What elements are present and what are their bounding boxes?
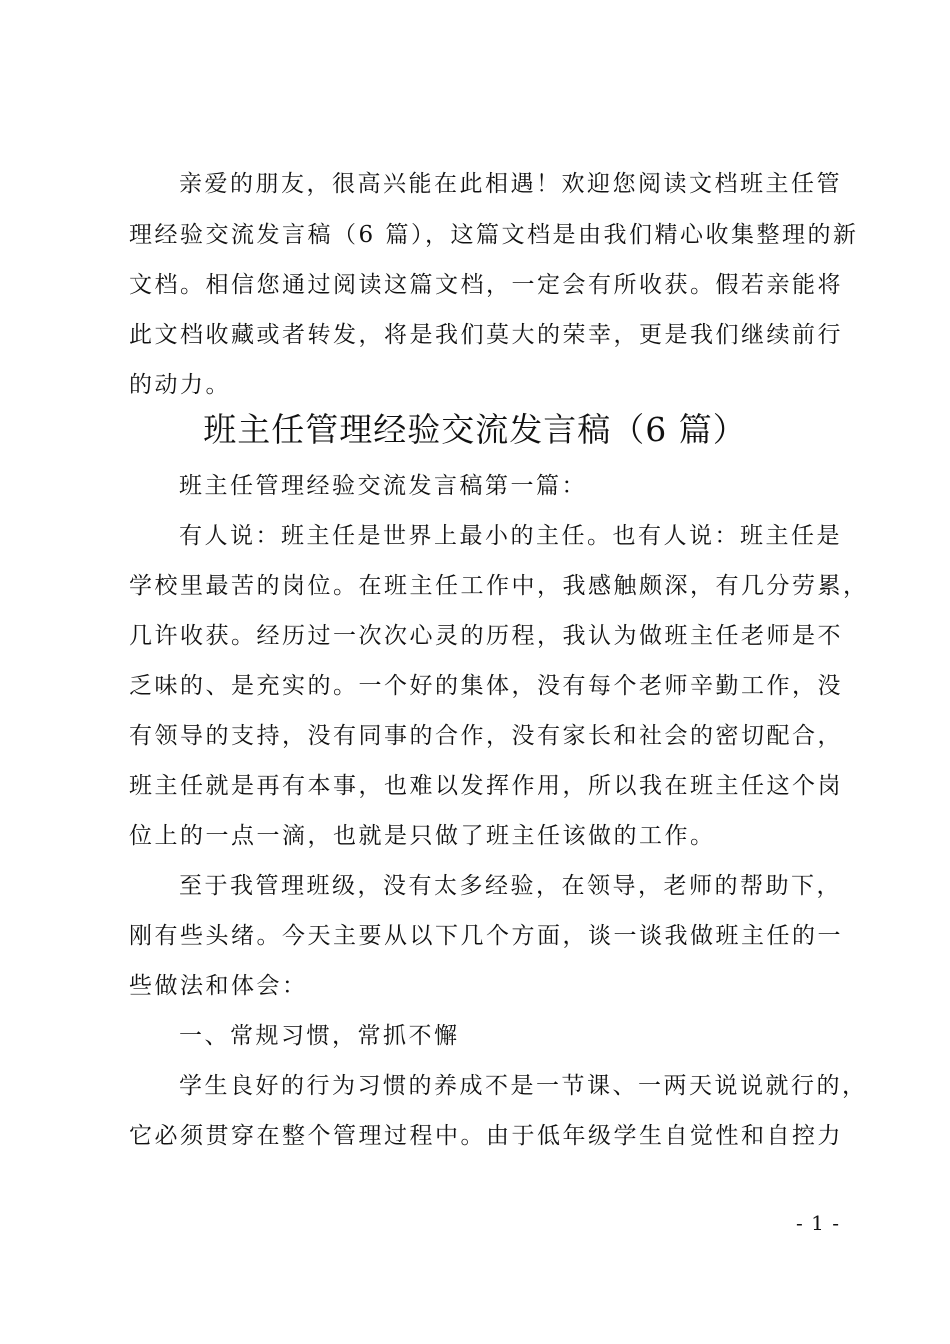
intro-line-4: 此文档收藏或者转发，将是我们莫大的荣幸，更是我们继续前行 — [129, 322, 843, 348]
paragraph2-line-2: 刚有些头绪。今天主要从以下几个方面，谈一谈我做班主任的一 — [129, 923, 843, 949]
intro-line-1: 亲爱的朋友，很高兴能在此相遇！欢迎您阅读文档班主任管 — [179, 171, 842, 197]
paragraph3-line-1: 学生良好的行为习惯的养成不是一节课、一两天说说就行的， — [179, 1073, 868, 1099]
section-heading: 班主任管理经验交流发言稿第一篇： — [179, 473, 587, 499]
paragraph2-line-3: 些做法和体会： — [129, 973, 308, 999]
paragraph1-line-4: 乏味的、是充实的。一个好的集体，没有每个老师辛勤工作，没 — [129, 673, 843, 699]
paragraph1-line-3: 几许收获。经历过一次次心灵的历程，我认为做班主任老师是不 — [129, 623, 843, 649]
intro-line-3: 文档。相信您通过阅读这篇文档，一定会有所收获。假若亲能将 — [129, 272, 843, 298]
intro-line-5: 的动力。 — [129, 372, 231, 398]
paragraph1-line-2: 学校里最苦的岗位。在班主任工作中，我感触颇深，有几分劳累， — [129, 573, 869, 599]
paragraph3-line-2: 它必须贯穿在整个管理过程中。由于低年级学生自觉性和自控力 — [129, 1123, 843, 1149]
document-title: 班主任管理经验交流发言稿（6 篇） — [203, 410, 747, 449]
page-number: - 1 - — [796, 1211, 840, 1235]
paragraph1-line-6: 班主任就是再有本事，也难以发挥作用，所以我在班主任这个岗 — [129, 773, 843, 799]
paragraph2-line-1: 至于我管理班级，没有太多经验，在领导，老师的帮助下， — [179, 873, 842, 899]
paragraph1-line-5: 有领导的支持，没有同事的合作，没有家长和社会的密切配合， — [129, 723, 843, 749]
paragraph1-line-7: 位上的一点一滴，也就是只做了班主任该做的工作。 — [129, 823, 716, 849]
subheading-1: 一、常规习惯，常抓不懈 — [179, 1023, 460, 1049]
paragraph1-line-1: 有人说：班主任是世界上最小的主任。也有人说：班主任是 — [179, 523, 842, 549]
intro-line-2: 理经验交流发言稿（6 篇），这篇文档是由我们精心收集整理的新 — [129, 222, 859, 248]
